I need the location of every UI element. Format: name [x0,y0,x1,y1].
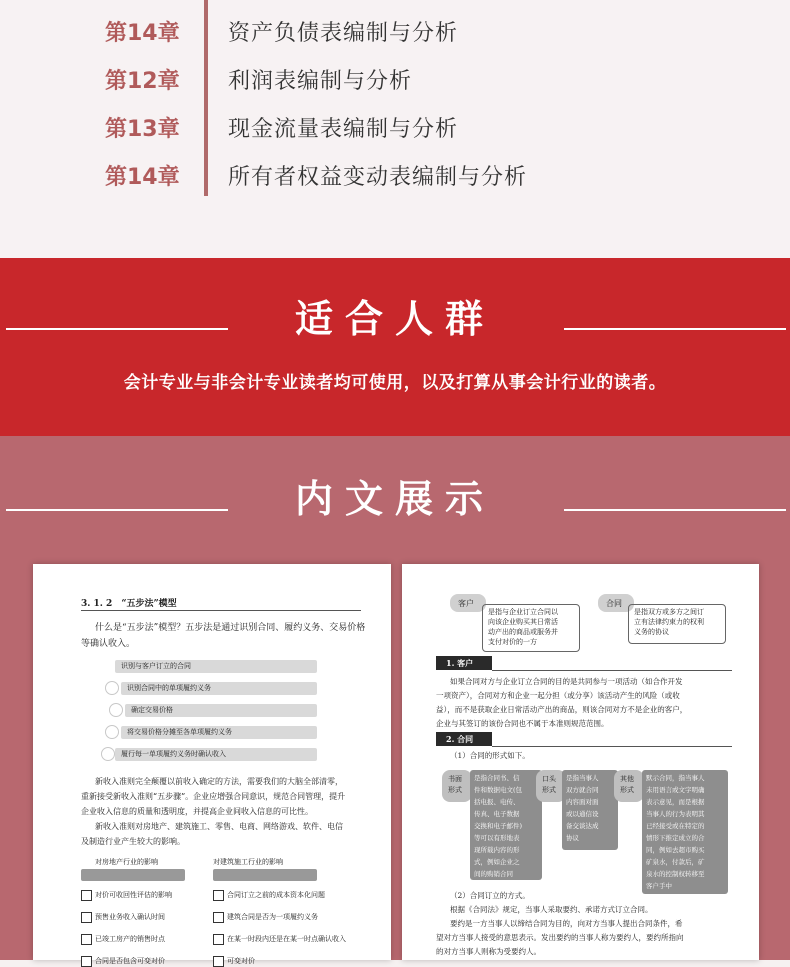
form-description-box [642,770,728,894]
column-header-bar [213,869,317,881]
form-description-line: 泉水的控制权转移至 [646,870,705,878]
checkbox [213,890,224,901]
form-description-line: 等可以有形地表 [474,834,520,842]
term-tag-label: 合同 [606,599,622,608]
section-rule [81,610,361,611]
checkbox [81,912,92,923]
column-heading: 对建筑施工行业的影响 [213,858,283,866]
form-description-line: 当事人的行为表明其 [646,810,705,818]
step-label: 识别与客户订立的合同 [121,662,191,670]
form-description-line: 或以通信设 [566,810,599,818]
form-tag-label: 书面形式 [448,775,462,794]
step-bar [121,726,317,739]
column-heading: 对房地产行业的影响 [95,858,158,866]
heading-rule [492,746,732,747]
body-text: 企业与其签订的该份合同也不属于本准则规范范围。 [436,719,609,728]
step-label: 履行每一单项履约义务时确认收入 [121,750,226,758]
chapter-number: 第14章 [105,21,180,46]
definition-line: 向该企业购买其日常活 [488,618,558,626]
chapter-row [0,14,790,54]
step-bar [115,660,317,673]
definition-line: 动产出的商品或服务并 [488,628,558,636]
check-label: 已竣工房产的销售时点 [95,935,165,943]
form-description-line: 协议 [566,834,579,842]
chapter-row [0,158,790,198]
form-description-box [470,770,542,880]
body-text: 益），而不是获取企业日常活动产出的商品，则该合同对方不是企业的客户， [436,705,688,714]
body-text: 望对方当事人接受的意思表示。发出要约的当事人称为要约人，要约所指向 [436,933,684,942]
step-label: 将交易价格分摊至各单项履约义务 [127,728,232,736]
body-text: 要约是一方当事人以缔结合同为目的，向对方当事人提出合同条件，希 [450,919,683,928]
column-header-bar [81,869,185,881]
check-label: 可变对价 [227,957,255,965]
body-text: 企业收入信息的质量和透明度，并提高企业间收入信息的可比性。 [81,807,313,816]
chapter-number: 第12章 [105,69,180,94]
form-tag-label: 其他形式 [620,775,634,794]
form-description-line: 是指合同书、信 [474,774,520,782]
body-text: （1）合同的形式如下。 [450,751,530,760]
check-label: 合同是否包含可变对价 [95,957,165,965]
chapter-title: 利润表编制与分析 [228,69,413,94]
definition-line: 是指与企业订立合同以 [488,608,558,616]
definition-line: 义务的协议 [634,628,669,636]
check-label: 在某一时段内还是在某一时点确认收入 [227,935,346,943]
form-description-line: 默示合同，指当事人 [646,774,705,782]
subheading: 2. 合同 [446,734,474,744]
checkbox [213,934,224,945]
form-tag-label: 口头形式 [542,775,556,794]
definition-line: 是指双方或多方之间订 [634,608,704,616]
check-label: 预售业务收入确认时间 [95,913,165,921]
form-description-line: 备交谈达成 [566,822,599,830]
step-bar [121,682,317,695]
form-description-line: 间的购销合同 [474,870,513,878]
form-description-line: 传真、电子数据 [474,810,520,818]
chapter-list [0,0,790,258]
check-label: 合同订立之前的成本资本化问题 [227,891,325,899]
chapter-number: 第14章 [105,165,180,190]
chapter-title: 现金流量表编制与分析 [228,117,459,142]
audience-heading: 适合人群 [294,297,495,341]
form-description-line: 是指当事人 [566,774,599,782]
sample-page-right [402,564,759,960]
subheading: 1. 客户 [446,658,474,668]
body-text: 根据《合同法》规定，当事人采取要约、承诺方式订立合同。 [450,905,653,914]
step-circle [101,747,115,761]
form-description-line: 同，例如去超市购买 [646,846,705,854]
step-circle [105,681,119,695]
chapter-row [0,62,790,102]
body-text: 新收入准则对房地产、建筑施工、零售、电商、网络游戏、软件、电信 [95,822,343,831]
step-label: 识别合同中的单项履约义务 [127,684,211,692]
step-circle [105,725,119,739]
checkbox [81,890,92,901]
body-text: （2）合同订立的方式。 [450,891,530,900]
body-text: 重新接受新收入准则“五步骤”。企业应增强合同意识，规范合同管理，提升 [81,792,346,801]
chapter-number: 第13章 [105,117,180,142]
checkbox [213,912,224,923]
intro-text: 等确认收入。 [81,639,136,649]
form-description-line: 现所载内容的形 [474,846,520,854]
form-description-line: 件和数据电文(包 [474,786,523,794]
audience-section [0,258,790,436]
form-description-line: 双方就合同 [566,786,599,794]
form-description-line: 式，例如企业之 [474,858,520,866]
checkbox [81,956,92,967]
form-description-box [562,770,618,850]
body-text: 一项资产），合同对方和企业一起分担（或分享）该活动产生的风险（或收 [436,691,680,700]
form-description-line: 未用语言或文字明确 [646,786,705,794]
form-description-line: 已经接受或在特定的 [646,822,705,830]
form-description-line: 情形下推定成立的合 [646,834,705,842]
heading-rule [492,670,732,671]
body-text: 及制造行业产生较大的影响。 [81,837,185,846]
form-description-line: 矿泉水，付款后，矿 [646,858,705,866]
form-description-line: 括电报、电传、 [474,798,520,806]
form-description-line: 客户手中 [646,882,672,890]
section-title: 3. 1. 2 “五步法”模型 [81,599,177,609]
form-description-line: 交换和电子邮件) [474,822,523,830]
checkbox [213,956,224,967]
body-text: 如果合同对方与企业订立合同的目的是共同参与一项活动（如合作开发 [450,677,683,686]
step-bar [125,704,317,717]
definition-line: 支付对价的一方 [488,638,537,646]
preview-heading: 内文展示 [294,477,495,521]
intro-text: 什么是“五步法”模型？五步法是通过识别合同、履约义务、交易价格 [95,623,366,633]
term-tag-label: 客户 [458,599,474,608]
body-text: 新收入准则完全颠覆以前收入确定的方法，需要我们的大脑全部清零， [95,777,343,786]
check-label: 对价可收回性评估的影响 [95,891,172,899]
checkbox [81,934,92,945]
body-text: 的对方当事人则称为受要约人。 [436,947,541,956]
chapter-row [0,110,790,150]
audience-text: 会计专业与非会计专业读者均可使用，以及打算从事会计行业的读者。 [123,373,667,393]
chapter-title: 资产负债表编制与分析 [228,21,459,46]
step-circle [109,703,123,717]
step-label: 确定交易价格 [131,706,173,714]
chapter-title: 所有者权益变动表编制与分析 [228,165,528,190]
sample-page-left [33,564,391,965]
definition-line: 立有法律约束力的权利 [634,618,704,626]
check-label: 建筑合同是否为一项履约义务 [227,913,318,921]
step-bar [115,748,317,761]
form-description-line: 内容面对面 [566,798,599,806]
form-description-line: 表示意见，而是根据 [646,798,705,806]
